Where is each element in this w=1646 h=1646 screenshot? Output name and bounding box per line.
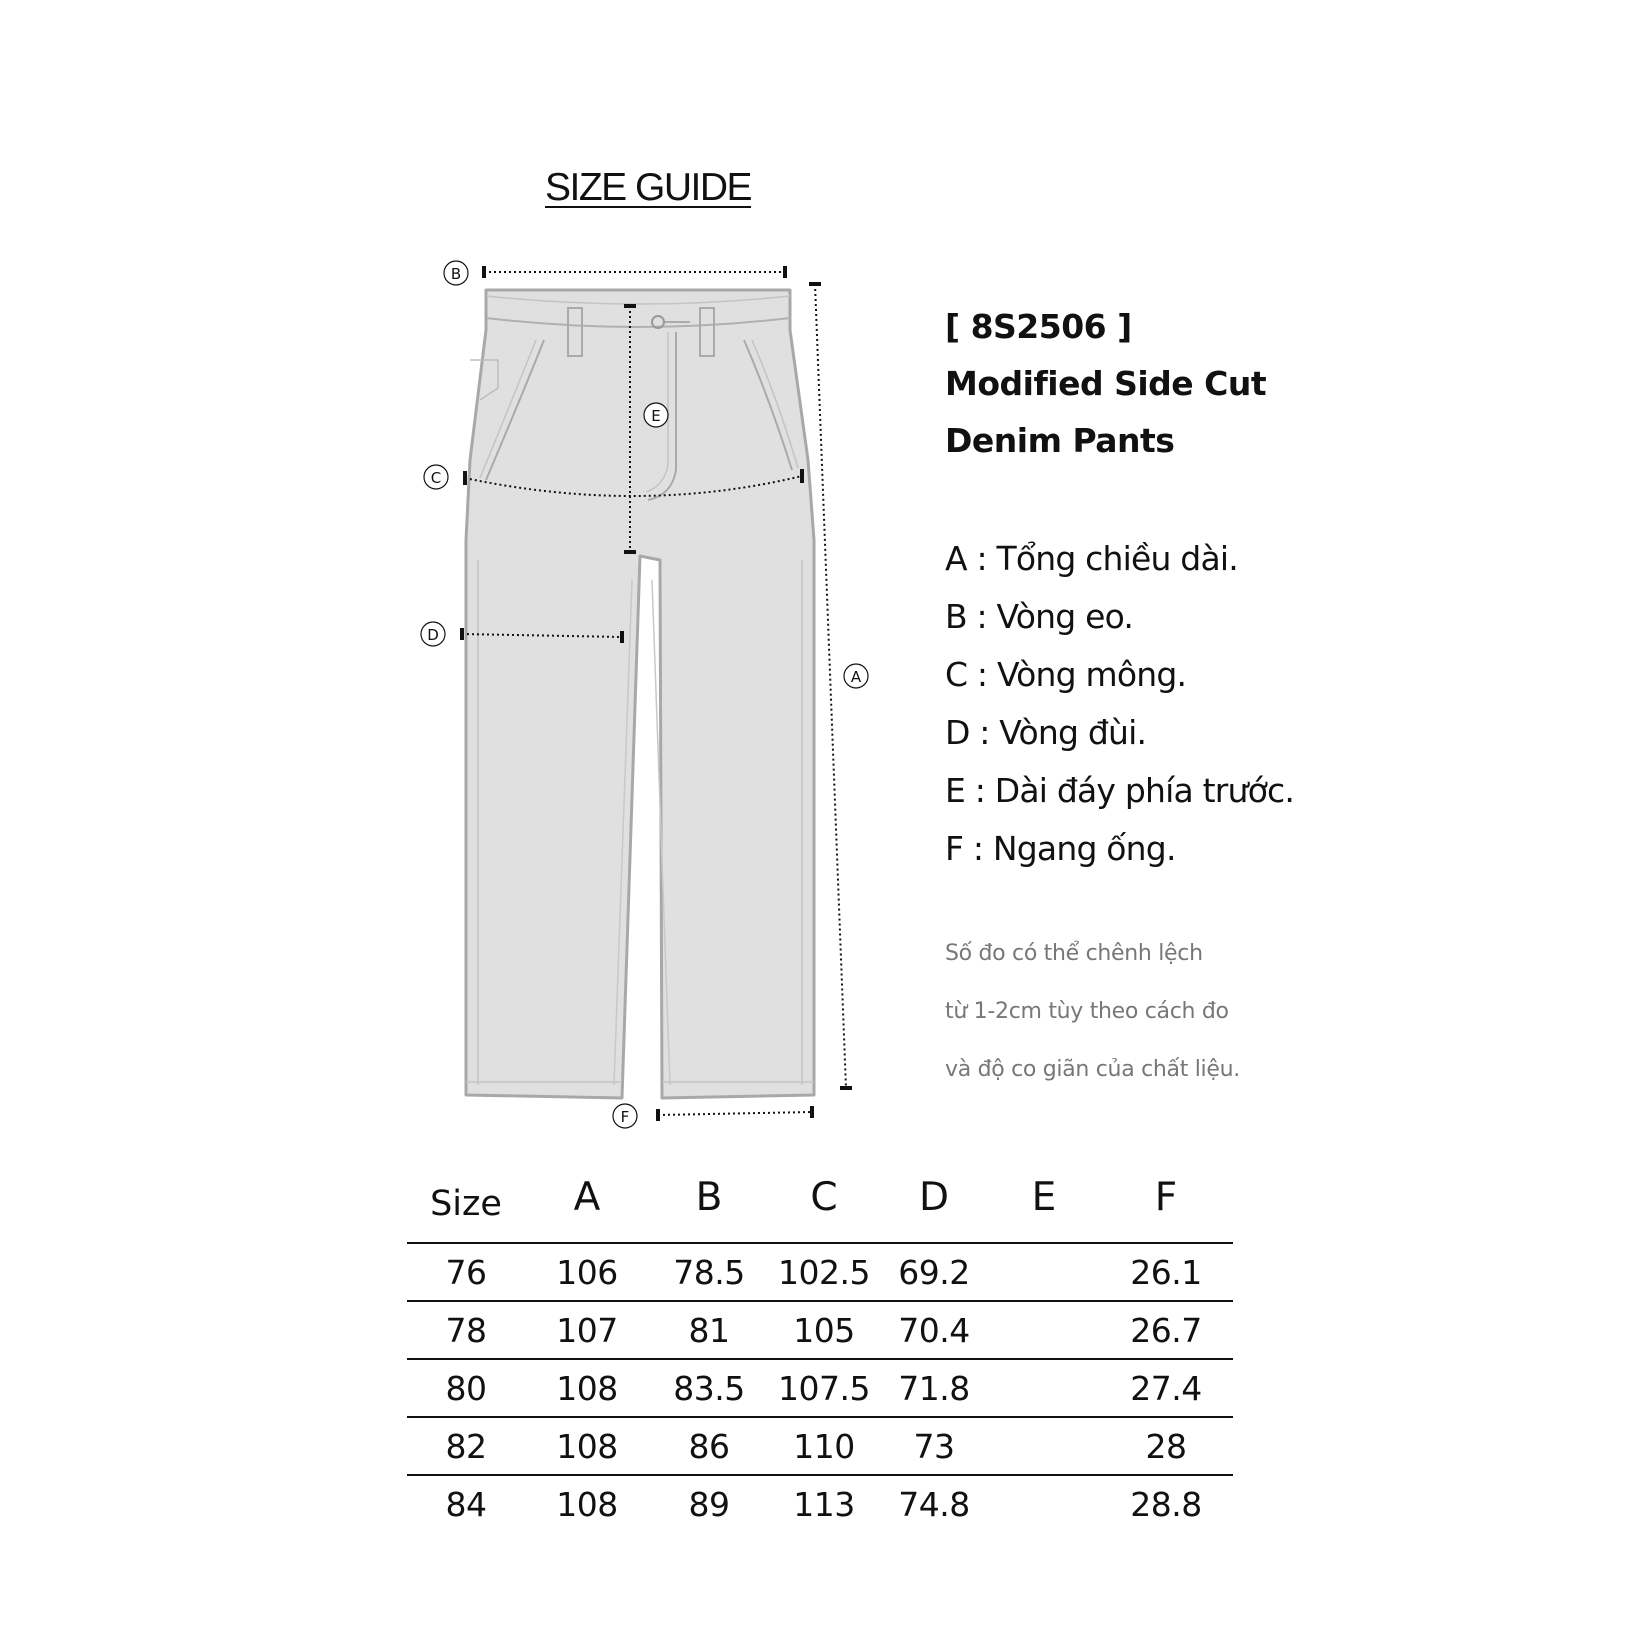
note-line: từ 1-2cm tùy theo cách đo bbox=[945, 999, 1229, 1024]
product-name-line2: Denim Pants bbox=[945, 421, 1175, 460]
column-header: Size bbox=[430, 1184, 502, 1224]
table-cell: 102.5 bbox=[769, 1243, 879, 1301]
product-info bbox=[945, 298, 1465, 469]
table-cell: 82 bbox=[407, 1417, 525, 1475]
table-cell: 84 bbox=[407, 1475, 525, 1532]
table-cell: 71.8 bbox=[879, 1359, 989, 1417]
marker-c: C bbox=[430, 469, 442, 487]
table-cell: 107 bbox=[525, 1301, 649, 1359]
legend-item-d: D : Vòng đùi. bbox=[945, 713, 1147, 752]
table-cell: 113 bbox=[769, 1475, 879, 1532]
table-row bbox=[407, 1301, 1233, 1359]
table-cell: 80 bbox=[407, 1359, 525, 1417]
note-line: Số đo có thể chênh lệch bbox=[945, 941, 1203, 966]
table-cell: 107.5 bbox=[769, 1359, 879, 1417]
marker-a: A bbox=[850, 668, 862, 686]
column-header: B bbox=[695, 1174, 723, 1220]
column-header: E bbox=[1031, 1174, 1057, 1220]
table-cell: 76 bbox=[407, 1243, 525, 1301]
table-cell: 108 bbox=[525, 1475, 649, 1532]
product-name-line1: Modified Side Cut bbox=[945, 364, 1267, 403]
table-row bbox=[407, 1475, 1233, 1532]
table-cell: 83.5 bbox=[649, 1359, 769, 1417]
table-cell: 26.7 bbox=[1099, 1301, 1233, 1359]
table-row bbox=[407, 1417, 1233, 1475]
column-header: D bbox=[918, 1174, 950, 1220]
column-header: A bbox=[573, 1174, 601, 1220]
table-cell: 86 bbox=[649, 1417, 769, 1475]
legend-item-b: B : Vòng eo. bbox=[945, 597, 1134, 636]
table-cell: 78 bbox=[407, 1301, 525, 1359]
legend-item-c: C : Vòng mông. bbox=[945, 655, 1187, 694]
marker-b: B bbox=[450, 265, 462, 283]
table-row bbox=[407, 1359, 1233, 1417]
table-cell: 110 bbox=[769, 1417, 879, 1475]
table-cell bbox=[989, 1243, 1099, 1301]
table-cell: 78.5 bbox=[649, 1243, 769, 1301]
table-cell: 27.4 bbox=[1099, 1359, 1233, 1417]
table-cell: 106 bbox=[525, 1243, 649, 1301]
table-cell: 105 bbox=[769, 1301, 879, 1359]
table-cell bbox=[989, 1301, 1099, 1359]
legend-item-a: A : Tổng chiều dài. bbox=[945, 539, 1238, 578]
note-line: và độ co giãn của chất liệu. bbox=[945, 1057, 1240, 1082]
measure-f bbox=[613, 1104, 812, 1128]
measure-b bbox=[444, 261, 785, 285]
measurement-note bbox=[945, 925, 1465, 1099]
page-title: SIZE GUIDE bbox=[545, 166, 752, 209]
column-header: C bbox=[810, 1174, 838, 1220]
table-header-row bbox=[407, 1152, 1233, 1243]
legend-item-f: F : Ngang ống. bbox=[945, 829, 1176, 868]
table-cell: 73 bbox=[879, 1417, 989, 1475]
marker-e: E bbox=[651, 407, 661, 425]
pants-illustration bbox=[466, 290, 814, 1098]
table-cell: 28 bbox=[1099, 1417, 1233, 1475]
table-cell bbox=[989, 1417, 1099, 1475]
table-cell: 108 bbox=[525, 1359, 649, 1417]
measure-a bbox=[809, 284, 868, 1088]
table-cell: 89 bbox=[649, 1475, 769, 1532]
table-row bbox=[407, 1243, 1233, 1301]
column-header: F bbox=[1154, 1174, 1178, 1220]
table-cell: 26.1 bbox=[1099, 1243, 1233, 1301]
table-cell: 81 bbox=[649, 1301, 769, 1359]
table-cell: 70.4 bbox=[879, 1301, 989, 1359]
size-table bbox=[407, 1152, 1233, 1532]
table-cell: 108 bbox=[525, 1417, 649, 1475]
legend-item-e: E : Dài đáy phía trước. bbox=[945, 771, 1295, 810]
marker-f: F bbox=[620, 1108, 630, 1126]
table-cell: 28.8 bbox=[1099, 1475, 1233, 1532]
table-cell: 69.2 bbox=[879, 1243, 989, 1301]
table-cell bbox=[989, 1359, 1099, 1417]
marker-d: D bbox=[427, 626, 439, 644]
measurement-legend bbox=[945, 530, 1465, 878]
table-cell: 74.8 bbox=[879, 1475, 989, 1532]
product-code: [ 8S2506 ] bbox=[945, 307, 1132, 346]
table-cell bbox=[989, 1475, 1099, 1532]
